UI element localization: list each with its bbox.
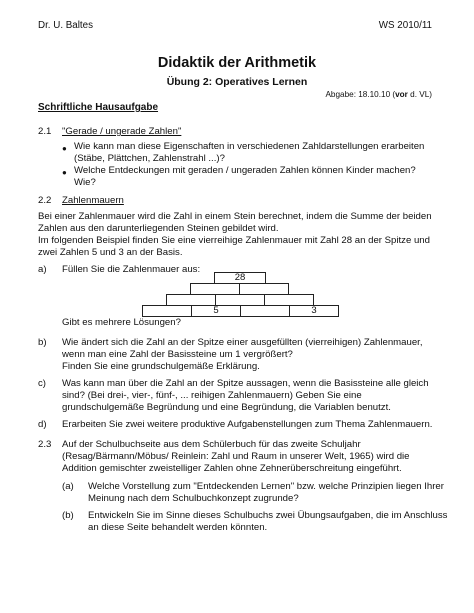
semester-label: WS 2010/11 bbox=[378, 20, 432, 31]
task-c-line-1: Was kann man über die Zahl an der Spitze aussagen, wenn die Basissteine alle gleich bbox=[62, 378, 429, 389]
task-2-3-b-line-2: an diese Seite behandelt werden könnten. bbox=[88, 522, 268, 533]
bullet-1-line-2: (Stäbe, Plättchen, Zahlenstrahl ...)? bbox=[74, 153, 225, 164]
task-a-label: a) bbox=[38, 264, 47, 275]
wall-top-value: 28 bbox=[234, 272, 246, 283]
deadline-suffix: d. VL) bbox=[407, 90, 432, 99]
wall-stone bbox=[240, 305, 290, 317]
bullet-2-line-2: Wie? bbox=[74, 177, 96, 188]
wall-stone bbox=[142, 305, 192, 317]
task-c-line-3: grundschulgemäße Begründung und eine Begründung, die Variablen benutzt. bbox=[62, 402, 391, 413]
intro-line-2: Zahlen aus den darunterliegenden Steinen gebildet wird. bbox=[38, 223, 279, 234]
section-2-3-line-3: Addition gemischter zweistelliger Zahlen ohne Zehnerüberschreitung eingeführt. bbox=[62, 463, 402, 474]
task-a-question: Gibt es mehrere Lösungen? bbox=[62, 317, 181, 328]
document-subtitle: Übung 2: Operatives Lernen bbox=[166, 76, 308, 88]
homework-heading: Schriftliche Hausaufgabe bbox=[38, 102, 159, 113]
task-2-3-a-label: (a) bbox=[62, 481, 74, 492]
intro-line-1: Bei einer Zahlenmauer wird die Zahl in einem Stein berechnet, indem die Summe der beiden bbox=[38, 211, 432, 222]
document-title: Didaktik der Arithmetik bbox=[157, 55, 317, 71]
task-b-line-1: Wie ändert sich die Zahl an der Spitze einer ausgefüllten (vierreihigen) Zahlenmauer, bbox=[62, 337, 423, 348]
section-2-3-line-1: Auf der Schulbuchseite aus dem Schülerbuch für das zweite Schuljahr bbox=[62, 439, 361, 450]
task-2-3-b-label: (b) bbox=[62, 510, 74, 521]
section-2-3-number: 2.3 bbox=[38, 439, 52, 450]
bullet-icon: ● bbox=[62, 168, 67, 177]
section-2-1-number: 2.1 bbox=[38, 126, 52, 137]
task-2-3-a-line-1: Welche Vorstellung zum "Entdeckenden Lernen" bzw. welche Prinzipien liegen Ihrer bbox=[88, 481, 444, 492]
intro-line-3: Im folgenden Beispiel finden Sie eine vierreihige Zahlenmauer mit Zahl 28 an der Spitze und bbox=[38, 235, 430, 246]
author-name: Dr. U. Baltes bbox=[38, 20, 93, 31]
task-a-text: Füllen Sie die Zahlenmauer aus: bbox=[62, 264, 201, 275]
task-2-3-b-line-1: Entwickeln Sie im Sinne dieses Schulbuchs zwei Übungsaufgaben, die im Anschluss bbox=[88, 510, 448, 521]
task-b-label: b) bbox=[38, 337, 47, 348]
task-b-line-3: Finden Sie eine grundschulgemäße Erklärung. bbox=[62, 361, 260, 372]
deadline-note bbox=[325, 90, 432, 99]
task-b-line-2: wenn man eine Zahl der Basissteine um 1 vergrößert? bbox=[62, 349, 293, 360]
bullet-icon: ● bbox=[62, 144, 67, 153]
section-2-1-title: "Gerade / ungerade Zahlen" bbox=[62, 126, 182, 137]
section-2-3-line-2: (Resag/Bärmann/Möbus/ Reinlein: Zahl und Raum in unserer Welt, 1965) wird die bbox=[62, 451, 410, 462]
task-c-label: c) bbox=[38, 378, 46, 389]
bullet-1-line-1: Wie kann man diese Eigenschaften in verschiedenen Zahldarstellungen erarbeiten bbox=[74, 141, 425, 152]
wall-base-value-3: 3 bbox=[311, 305, 317, 316]
deadline-bold: vor bbox=[395, 90, 408, 99]
task-c-line-2: sind? (Bei drei-, vier-, fünf-, ... reihigen Zahlenmauern) Geben Sie eine bbox=[62, 390, 362, 401]
task-d-label: d) bbox=[38, 419, 47, 430]
task-2-3-a-line-2: Meinung nach dem Schulbuchkonzept zugrunde? bbox=[88, 493, 299, 504]
wall-base-value-5: 5 bbox=[213, 305, 219, 316]
intro-line-4: zwei Zahlen 5 und 3 an der Basis. bbox=[38, 247, 183, 258]
deadline-prefix: Abgabe: 18.10.10 ( bbox=[325, 90, 396, 99]
task-d-line-1: Erarbeiten Sie zwei weitere produktive Aufgabenstellungen zum Thema Zahlenmauern. bbox=[62, 419, 433, 430]
bullet-2-line-1: Welche Entdeckungen mit geraden / ungeraden Zahlen können Kinder machen? bbox=[74, 165, 416, 176]
section-2-2-title: Zahlenmauern bbox=[62, 195, 124, 206]
section-2-2-number: 2.2 bbox=[38, 195, 52, 206]
